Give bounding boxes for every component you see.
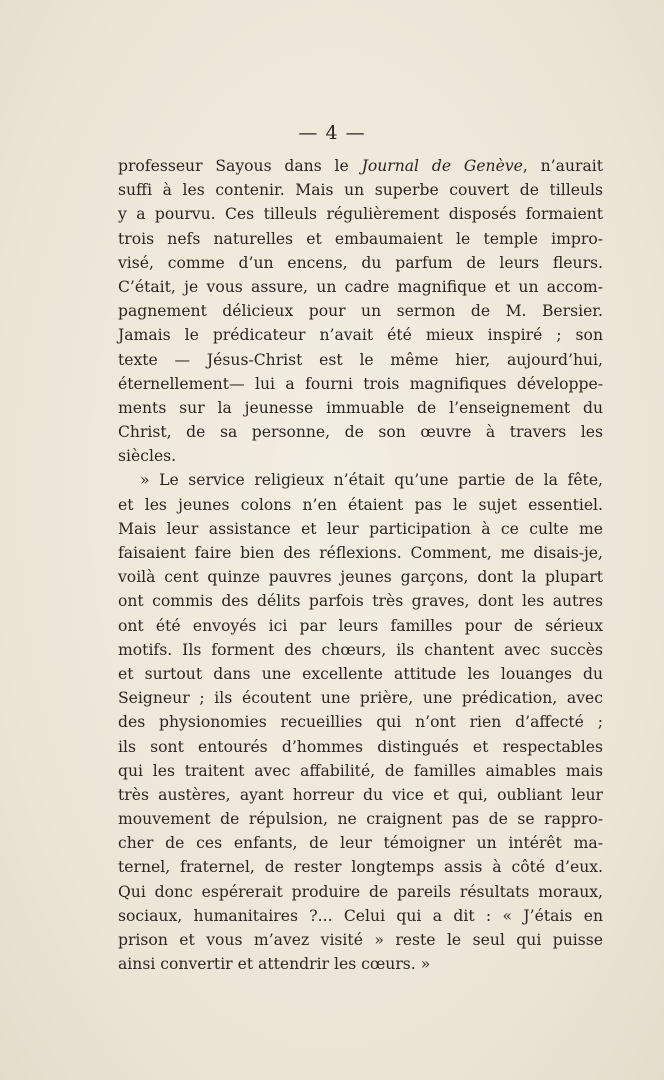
text-span: ils sont entourés d’hommes distingués et respectables	[118, 737, 603, 756]
text-line	[118, 227, 603, 251]
text-line	[118, 323, 603, 347]
text-line	[118, 759, 603, 783]
text-line	[118, 468, 603, 492]
text-span: motifs. Ils forment des chœurs, ils chantent avec succès	[118, 640, 603, 659]
text-line	[118, 614, 603, 638]
text-line	[118, 710, 603, 734]
text-span: et les jeunes colons n’en étaient pas le sujet essentiel.	[118, 495, 603, 514]
text-span: visé, comme d’un encens, du parfum de leurs fleurs.	[118, 253, 603, 272]
text-span: ont commis des délits parfois très graves, dont les autres	[118, 592, 603, 611]
text-line	[118, 251, 603, 275]
text-span: , n’aurait	[522, 157, 603, 175]
body-text	[118, 154, 603, 976]
text-span: cher de ces enfants, de leur témoigner un intérêt ma-	[118, 834, 603, 853]
text-span: très austères, ayant horreur du vice et qui, oubliant leur	[118, 785, 603, 804]
text-line	[118, 686, 603, 710]
text-line	[118, 348, 603, 372]
page-number: — 4 —	[298, 122, 366, 144]
text-span: et surtout dans une excellente attitude les louanges du	[118, 664, 603, 683]
text-span: » Le service religieux n’était qu’une partie de la fête,	[140, 471, 603, 490]
text-span: siècles.	[118, 447, 177, 466]
text-line	[118, 904, 603, 928]
text-span: voilà cent quinze pauvres jeunes garçons, dont la plupart	[118, 568, 603, 587]
text-line	[118, 444, 603, 468]
text-span: suffi à les contenir. Mais un superbe couvert de tilleuls	[118, 181, 603, 200]
text-span: qui les traitent avec affabilité, de familles aimables mais	[118, 761, 603, 780]
text-line	[118, 372, 603, 396]
text-line	[118, 952, 603, 976]
text-line	[118, 565, 603, 589]
text-line	[118, 299, 603, 323]
text-span: éternellement— lui a fourni trois magnifiques développe-	[118, 374, 603, 393]
text-line	[118, 880, 603, 904]
text-span: ont été envoyés ici par leurs familles pour de sérieux	[118, 616, 603, 635]
text-span: C’était, je vous assure, un cadre magnifique et un accom-	[118, 277, 603, 296]
text-line	[118, 517, 603, 541]
text-span: ternel, fraternel, de rester longtemps assis à côté d’eux.	[118, 858, 603, 877]
text-span: ments sur la jeunesse immuable de l’enseignement du	[118, 398, 603, 417]
text-line	[118, 493, 603, 517]
text-span: faisaient faire bien des réflexions. Comment, me disais-je,	[118, 544, 603, 562]
text-span: des physionomies recueillies qui n’ont rien d’affecté ;	[118, 713, 603, 732]
text-line	[118, 855, 603, 879]
text-line	[118, 807, 603, 831]
text-line	[118, 831, 603, 855]
text-line	[118, 202, 603, 226]
text-line	[118, 735, 603, 759]
text-span: Jamais le prédicateur n’avait été mieux inspiré ; son	[118, 326, 603, 345]
text-span: Seigneur ; ils écoutent une prière, une prédication, avec	[118, 689, 603, 708]
text-span: trois nefs naturelles et embaumaient le temple impro-	[118, 229, 603, 248]
text-line	[118, 396, 603, 420]
text-span: prison et vous m’avez visité » reste le seul qui puisse	[118, 931, 603, 949]
text-span: texte — Jésus-Christ est le même hier, aujourd’hui,	[118, 350, 603, 369]
text-span: mouvement de répulsion, ne craignent pas de se rappro-	[118, 810, 603, 829]
text-line	[118, 541, 603, 565]
text-span: Qui donc espérerait produire de pareils résultats moraux,	[118, 882, 603, 901]
text-line	[118, 154, 603, 178]
text-span: Mais leur assistance et leur participation à ce culte me	[118, 519, 603, 538]
text-line	[118, 928, 603, 952]
text-line	[118, 589, 603, 613]
text-span: ainsi convertir et attendrir les cœurs. »	[118, 955, 431, 974]
text-span: y a pourvu. Ces tilleuls régulièrement disposés formaient	[118, 205, 603, 224]
text-span: sociaux, humanitaires ?... Celui qui a dit : « J’étais en	[118, 906, 603, 925]
italic-title: Journal de Genève	[361, 157, 523, 175]
text-line	[118, 662, 603, 686]
text-line	[118, 420, 603, 444]
text-line	[118, 783, 603, 807]
text-span: Christ, de sa personne, de son œuvre à travers les	[118, 423, 603, 442]
text-line	[118, 638, 603, 662]
text-line	[118, 275, 603, 299]
text-span: professeur Sayous dans le	[118, 157, 362, 175]
text-span: pagnement délicieux pour un sermon de M. Bersier.	[118, 302, 603, 321]
text-line	[118, 178, 603, 202]
